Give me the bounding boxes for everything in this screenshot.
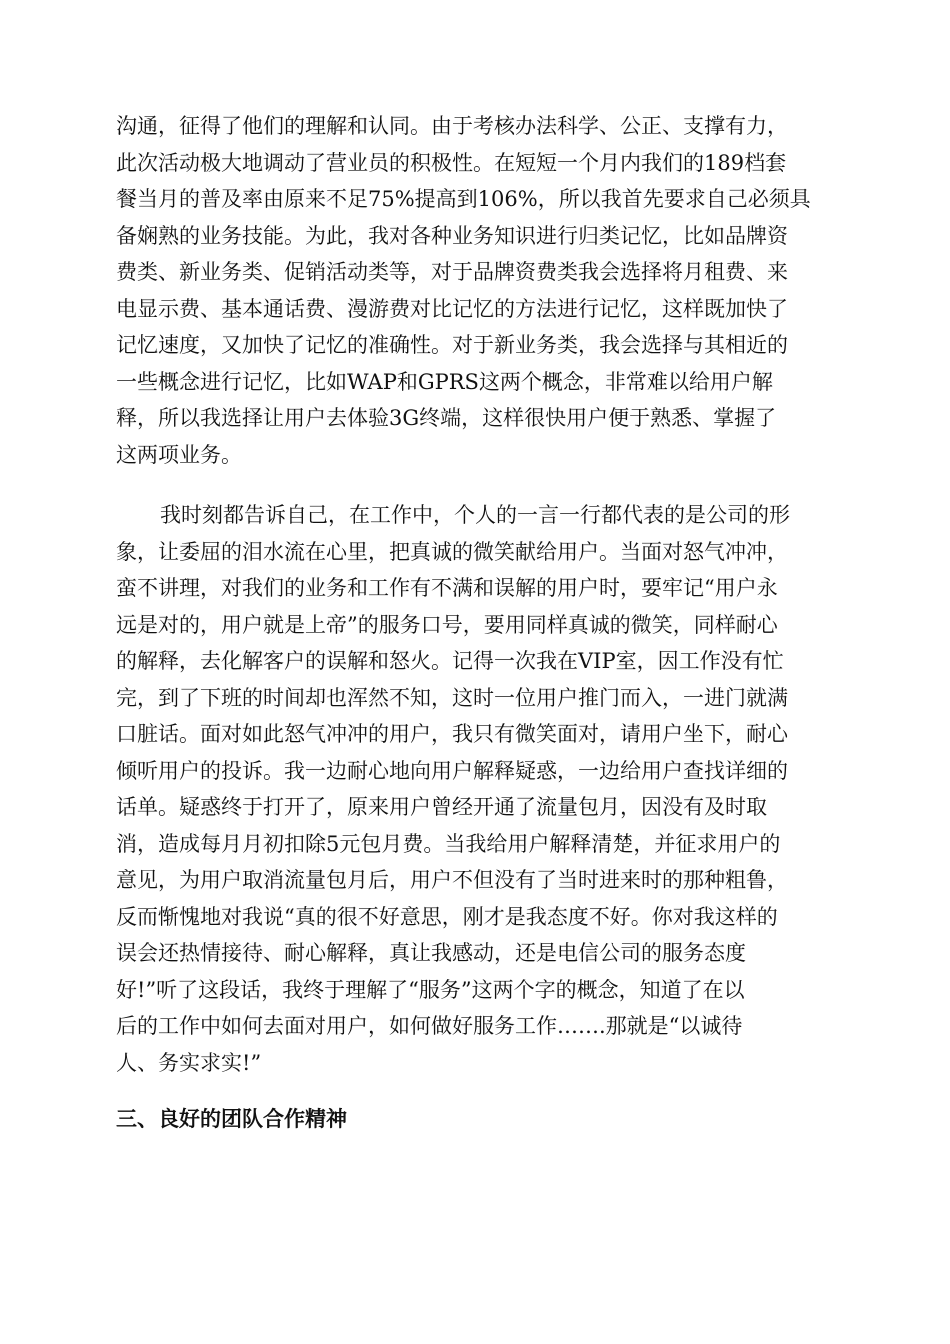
text-line: 此次活动极大地调动了营业员的积极性。在短短一个月内我们的189档套 [116, 150, 787, 175]
text-line: 蛮不讲理，对我们的业务和工作有不满和误解的用户时，要牢记“用户永 [116, 576, 778, 600]
document-body [116, 108, 832, 1137]
text-line: 电显示费、基本通话费、漫游费对比记忆的方法进行记忆，这样既加快了 [116, 296, 788, 321]
text-line: 一些概念进行记忆，比如WAP和GPRS这两个概念，非常难以给用户解 [116, 369, 773, 394]
text-line: 话单。疑惑终于打开了，原来用户曾经开通了流量包月，因没有及时取 [116, 795, 767, 819]
paragraph-spacer [116, 473, 832, 497]
text-line: 倾听用户的投诉。我一边耐心地向用户解释疑惑，一边给用户查找详细的 [116, 758, 788, 783]
text-line: 记忆速度，又加快了记忆的准确性。对于新业务类，我会选择与其相近的 [116, 333, 788, 357]
text-line: 完，到了下班的时间却也浑然不知，这时一位用户推门而入，一进门就满 [116, 685, 788, 710]
text-line: 备娴熟的业务技能。为此，我对各种业务知识进行归类记忆，比如品牌资 [116, 223, 788, 248]
text-line: 误会还热情接待、耐心解释，真让我感动，还是电信公司的服务态度 [116, 941, 746, 965]
text-line: 释，所以我选择让用户去体验3G终端，这样很快用户便于熟悉、掌握了 [116, 406, 777, 430]
text-line: 消，造成每月月初扣除5元包月费。当我给用户解释清楚，并征求用户的 [116, 831, 781, 856]
text-line: 人、务实求实!” [116, 1050, 262, 1075]
text-line: 费类、新业务类、促销活动类等，对于品牌资费类我会选择将月租费、来 [116, 260, 788, 284]
text-line: 反而惭愧地对我说“真的很不好意思，刚才是我态度不好。你对我这样的 [116, 904, 778, 929]
text-line: 好!”听了这段话，我终于理解了“服务”这两个字的概念，知道了在以 [116, 977, 745, 1002]
text-line: 象，让委屈的泪水流在心里，把真诚的微笑献给用户。当面对怒气冲冲， [116, 539, 788, 564]
text-line: 的解释，去化解客户的误解和怒火。记得一次我在VIP室，因工作没有忙 [116, 649, 784, 673]
text-line: 我时刻都告诉自己，在工作中，个人的一言一行都代表的是公司的形 [160, 503, 790, 527]
text-line: 后的工作中如何去面对用户，如何做好服务工作…….那就是“以诚待 [116, 1014, 743, 1038]
text-line: 远是对的，用户就是上帝”的服务口号，要用同样真诚的微笑，同样耐心 [116, 612, 778, 637]
text-line: 口脏话。面对如此怒气冲冲的用户，我只有微笑面对，请用户坐下，耐心 [116, 722, 788, 746]
paragraph-1 [116, 108, 832, 473]
text-line: 意见，为用户取消流量包月后，用户不但没有了当时进来时的那种粗鲁， [116, 868, 788, 892]
text-line: 沟通，征得了他们的理解和认同。由于考核办法科学、公正、支撑有力， [116, 114, 788, 138]
paragraph-2 [116, 497, 832, 1081]
section-heading: 三、良好的团队合作精神 [116, 1107, 347, 1131]
text-line: 餐当月的普及率由原来不足75%提高到106%，所以我首先要求自己必须具 [116, 187, 811, 211]
text-line: 这两项业务。 [116, 442, 242, 467]
